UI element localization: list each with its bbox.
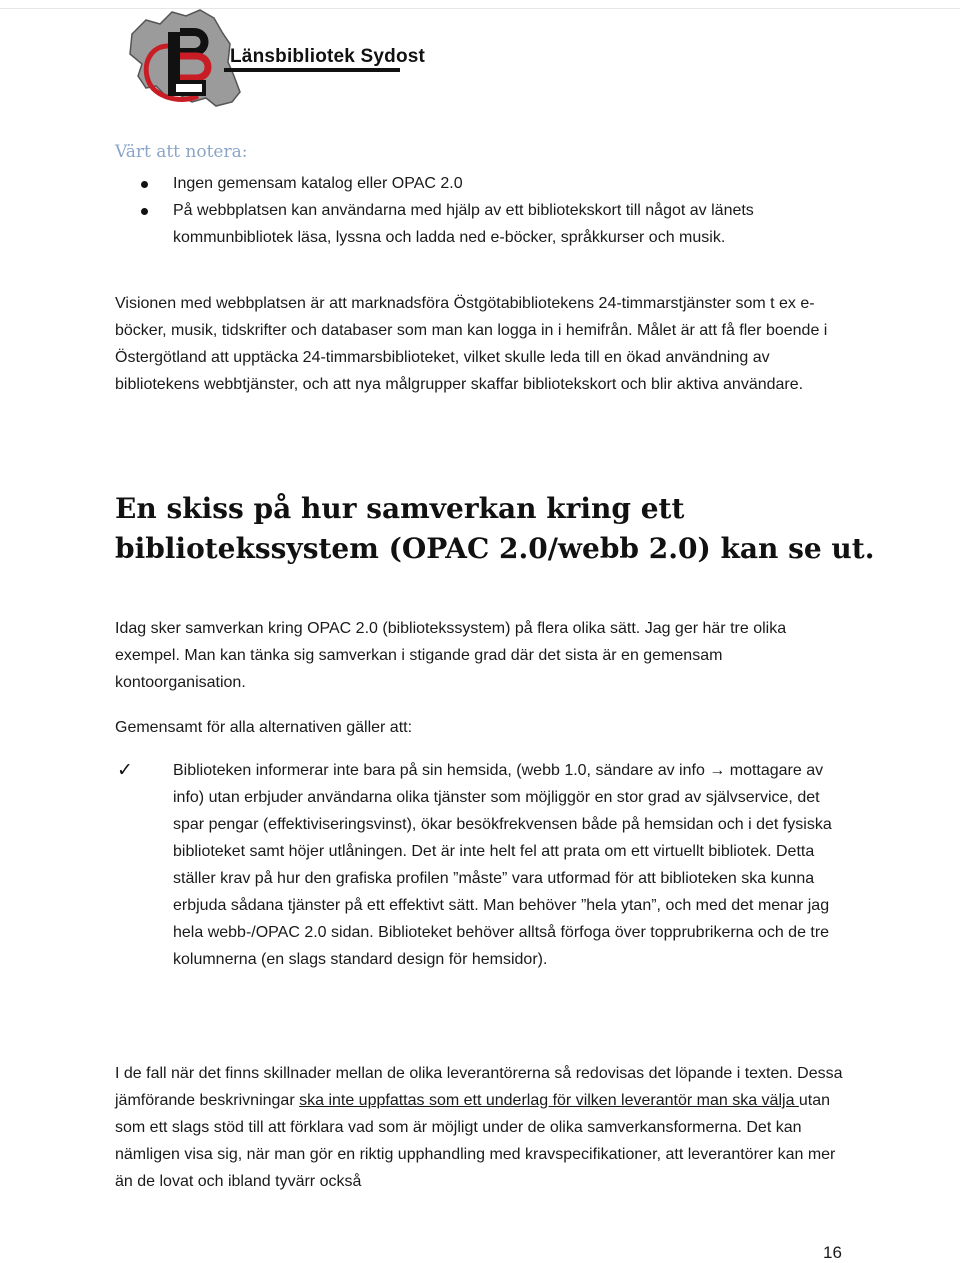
list-item	[115, 170, 855, 197]
list-item-text: Biblioteken informerar inte bara på sin hemsida, (webb 1.0, sändare av info → mottagare av info) utan erbjuder användarna olika tjänster som möjliggör en stor grad av självservice, det spar pengar (effektiviseringsvinst), ökar besökfrekvensen både på hemsidan och i det fysiska biblioteket samt höjer utlåningen. Det är inte helt fel att prata om ett virtuellt bibliotek. Detta ställer krav på hur den grafiska profilen ”måste” vara utformad för att biblioteken ska kunna erbjuda sådana tjänster på ett effektivt sätt. Man behöver ”hela ytan”, och med det menar jag hela webb-/OPAC 2.0 sidan. Biblioteket behöver alltså förfoga över topprubrikerna och de tre kolumnerna (en slags standard design för hemsidor).	[173, 762, 832, 968]
checklist	[115, 757, 855, 973]
note-bullet-list	[115, 170, 855, 251]
collaboration-paragraph: Idag sker samverkan kring OPAC 2.0 (bibliotekssystem) på flera olika sätt. Jag ger här tre olika exempel. Man kan tänka sig samverkan i stigande grad där det sista är en gemensam kontoorganisation.	[115, 620, 787, 691]
vendor-text-start: I de fall när det finns skillnader mellan de olika leverantörerna så redovisas det löpande i texten. Dessa jämförande beskrivningar	[115, 1065, 843, 1109]
checkmark-icon: ✓	[117, 759, 133, 781]
list-item	[115, 197, 855, 251]
vendor-text-end: utan som ett slags stöd till att förklara vad som är möjligt under de olika samverkansformerna. Det kan nämligen visa sig, när man gör en riktig upphandling med kravspecifikationer, att leverantörer kan mer än de lovat och ibland tyvärr också	[115, 1092, 836, 1190]
library-logo	[112, 6, 426, 116]
bullet-icon	[141, 181, 148, 188]
underlined-text: ska inte uppfattas som ett underlag för vilken leverantör man ska välja	[299, 1092, 799, 1109]
common-intro-paragraph: Gemensamt för alla alternativen gäller att:	[115, 719, 413, 736]
page-number: 16	[823, 1243, 842, 1262]
list-item-text: Ingen gemensam katalog eller OPAC 2.0	[173, 175, 463, 192]
note-heading: Värt att notera:	[115, 142, 248, 162]
vendor-paragraph	[115, 1060, 855, 1195]
bullet-icon	[141, 208, 148, 215]
list-item-text: På webbplatsen kan användarna med hjälp av ett bibliotekskort till något av länets kommunbibliotek läsa, lyssna och ladda ned e-böcker, språkkurser och musik.	[173, 202, 754, 246]
section-heading: En skiss på hur samverkan kring ett bibliotekssystem (OPAC 2.0/webb 2.0) kan se ut.	[115, 492, 875, 565]
list-item	[115, 757, 855, 973]
logo-text: Länsbibliotek Sydost	[230, 46, 426, 67]
vision-paragraph: Visionen med webbplatsen är att marknadsföra Östgötabibliotekens 24-timmarstjänster som t ex e-böcker, musik, tidskrifter och databaser som man kan logga in i hemifrån. Målet är att få fler boende i Östergötland att upptäcka 24-timmarsbiblioteket, vilket skulle leda till en ökad användning av bibliotekens webbtjänster, och att nya målgrupper skaffar bibliotekskort och blir aktiva användare.	[115, 295, 828, 393]
